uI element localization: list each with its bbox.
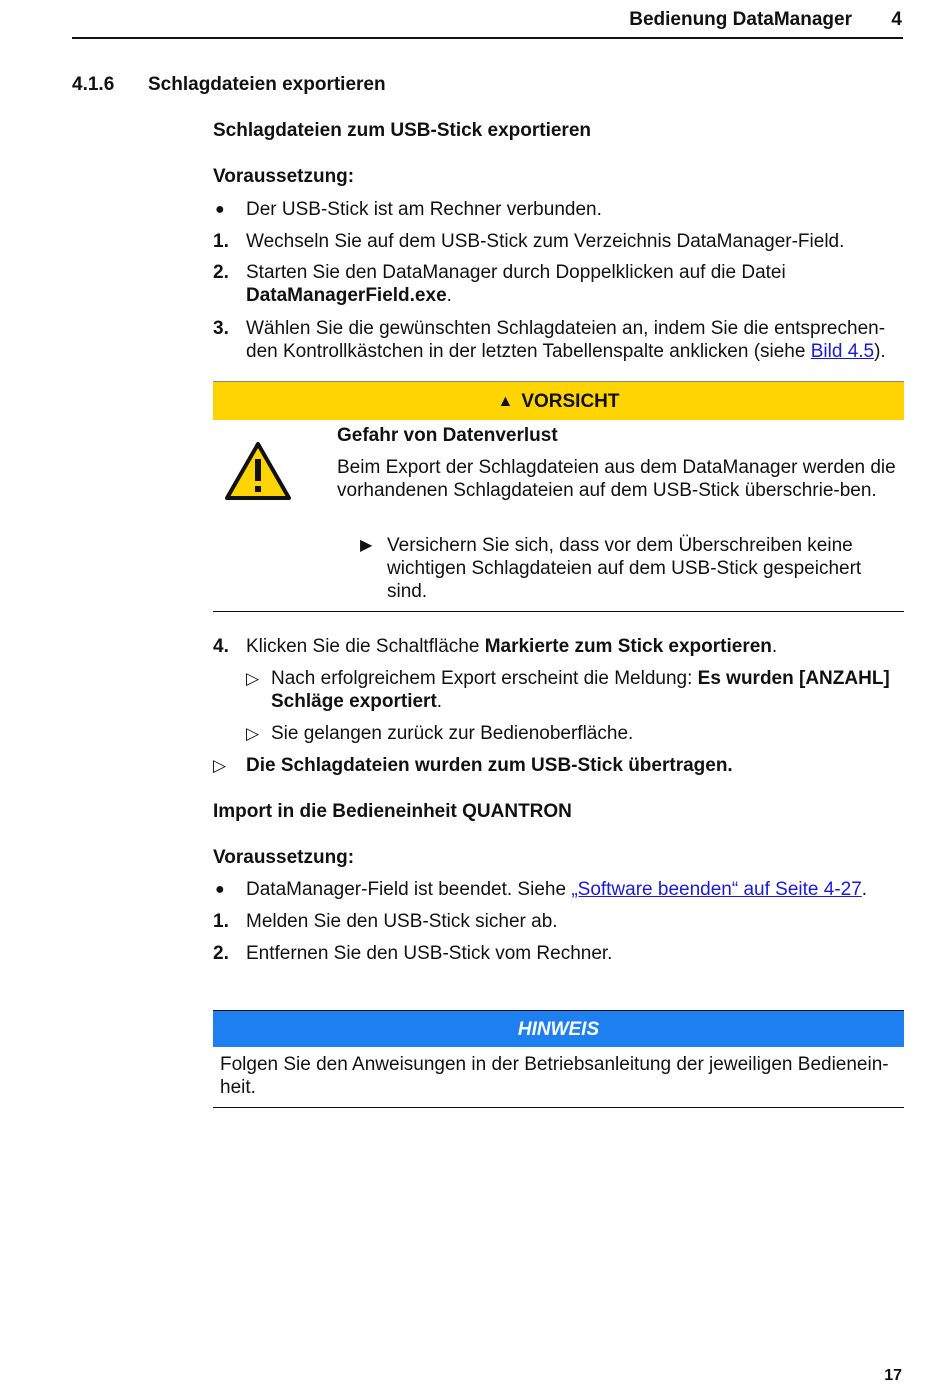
- step-number: 3.: [213, 318, 229, 339]
- bullet-icon: ●: [215, 201, 225, 218]
- action-arrow-icon: ▶: [360, 537, 373, 554]
- import-heading: Import in die Bedieneinheit QUANTRON: [213, 801, 572, 822]
- result-text-part: .: [436, 691, 443, 712]
- header-chapter-number: 4: [891, 9, 902, 30]
- bullet-icon: ●: [215, 881, 225, 898]
- export-precondition-text: Der USB-Stick ist am Rechner verbunden.: [246, 199, 602, 220]
- note-bottom-rule: [213, 1107, 904, 1108]
- section-title: Schlagdateien exportieren: [148, 74, 386, 95]
- step-text: Melden Sie den USB-Stick sicher ab.: [246, 911, 558, 932]
- result-text-part: Nach erfolgreichem Export erscheint die Meldung:: [271, 668, 698, 689]
- export-precondition-item: [213, 198, 903, 221]
- final-result: [213, 754, 903, 777]
- precondition-text-part: DataManager-Field ist beendet. Siehe: [246, 879, 572, 900]
- precondition-text-part: .: [861, 879, 868, 900]
- export-step-4: [213, 635, 903, 658]
- export-step-3: [213, 317, 903, 363]
- import-step-1: [213, 910, 903, 933]
- result-item: [246, 667, 903, 713]
- page-reference-link[interactable]: „Software beenden“ auf Seite 4-27: [571, 879, 862, 900]
- caution-banner: [213, 381, 904, 420]
- import-precondition-item: [213, 878, 903, 901]
- export-heading: Schlagdateien zum USB-Stick exportieren: [213, 120, 591, 141]
- step-number: 2.: [213, 943, 229, 964]
- final-result-text: Die Schlagdateien wurden zum USB-Stick übertragen.: [246, 755, 733, 776]
- step-number: 1.: [213, 911, 229, 932]
- step-text: [246, 317, 903, 363]
- step-text-part: ).: [874, 341, 886, 362]
- result-arrow-icon: ▷: [246, 724, 260, 743]
- caution-action-text: Versichern Sie sich, dass vor dem Überschreiben keine wichtigen Schlagdateien auf dem USB-Stick gespeichert sind.: [387, 535, 862, 602]
- import-precondition-text: [246, 878, 903, 901]
- caution-action: [360, 534, 890, 603]
- file-name: DataManagerField.exe: [246, 285, 447, 306]
- caution-body: Beim Export der Schlagdateien aus dem DataManager werden die vorhandenen Schlagdateien auf dem USB-Stick überschrie-ben.: [337, 457, 896, 501]
- warning-small-icon: ▲: [497, 392, 514, 410]
- export-precondition-label: Voraussetzung:: [213, 166, 355, 187]
- step-text: [246, 635, 903, 658]
- step-text: Wechseln Sie auf dem USB-Stick zum Verzeichnis DataManager-Field.: [246, 231, 845, 252]
- caution-heading: Gefahr von Datenverlust: [337, 425, 558, 446]
- result-arrow-icon: ▷: [213, 756, 227, 775]
- header-title: Bedienung DataManager: [629, 9, 852, 30]
- export-step-1: [213, 230, 903, 253]
- header-rule: [72, 37, 903, 39]
- import-step-2: [213, 942, 903, 965]
- result-text: [271, 667, 903, 713]
- step-text-part: Wählen Sie die gewünschten Schlagdateien an, indem Sie die entsprechen-den Kontrollkästchen in der letzten Tabellenspalte anklicken (siehe: [246, 318, 886, 362]
- caution-rule: [213, 611, 904, 612]
- step-text-part: Starten Sie den DataManager durch Doppelklicken auf die Datei: [246, 262, 786, 283]
- page-number: 17: [884, 1367, 902, 1384]
- warning-triangle-icon: [224, 441, 292, 501]
- step-text-part: .: [446, 285, 452, 306]
- note-body: Folgen Sie den Anweisungen in der Betriebsanleitung der jeweiligen Bedienein-heit.: [220, 1054, 889, 1098]
- step-number: 4.: [213, 636, 229, 657]
- export-step-2: [213, 261, 903, 307]
- step-text-part: .: [771, 636, 778, 657]
- result-arrow-icon: ▷: [246, 669, 260, 688]
- caution-label: VORSICHT: [521, 390, 620, 412]
- import-precondition-label: Voraussetzung:: [213, 847, 355, 868]
- step-number: 2.: [213, 262, 229, 283]
- button-name: Markierte zum Stick exportieren: [484, 636, 772, 657]
- message-text: Es wurden [ANZAHL] Schläge exportiert: [271, 668, 890, 712]
- step-text-part: Klicken Sie die Schaltfläche: [246, 636, 485, 657]
- note-label: HINWEIS: [517, 1018, 600, 1040]
- section-number: 4.1.6: [72, 74, 115, 95]
- step-number: 1.: [213, 231, 229, 252]
- step-text: Entfernen Sie den USB-Stick vom Rechner.: [246, 943, 613, 964]
- result-item: [246, 722, 903, 745]
- note-banner: [213, 1011, 904, 1047]
- step-text: [246, 261, 903, 307]
- figure-link[interactable]: Bild 4.5: [810, 341, 875, 362]
- result-text: Sie gelangen zurück zur Bedienoberfläche.: [271, 723, 634, 744]
